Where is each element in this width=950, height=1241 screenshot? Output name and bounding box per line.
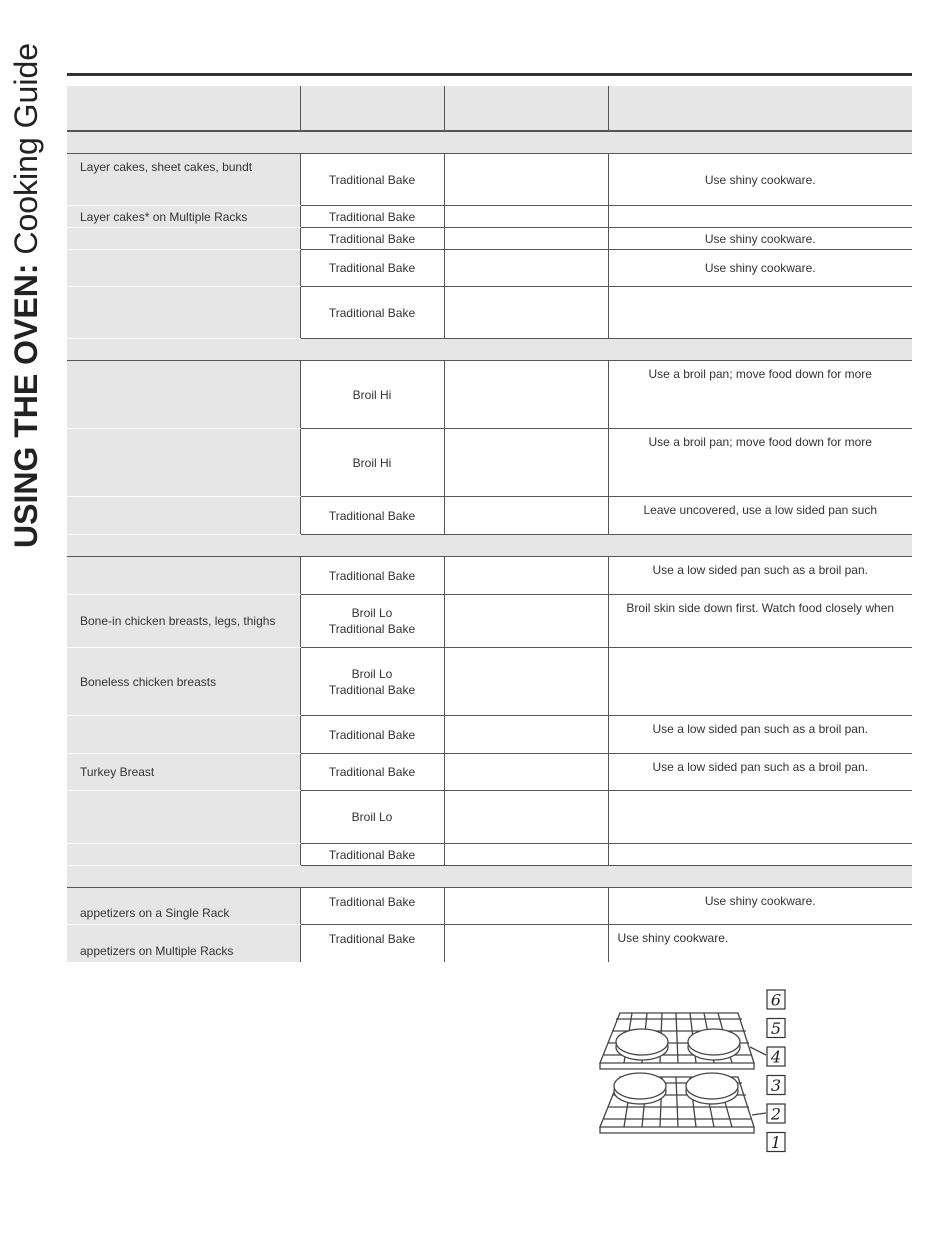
cook-mode-text: Traditional Bake [328,305,416,320]
tips-cell [608,844,912,866]
rack-position-cell [444,206,608,228]
table-row [67,429,912,497]
cook-mode-text: Traditional Bake [328,231,416,246]
table-row [67,595,912,648]
food-cell: appetizers on Multiple Racks [67,925,300,962]
table-header-row [67,86,912,131]
tips-cell: Broil skin side down first. Watch food closely when [608,595,912,648]
food-cell [67,361,300,429]
tips-cell: Use a low sided pan such as a broil pan. [608,716,912,754]
page-side-title [4,28,48,548]
food-cell [67,429,300,497]
table-row [67,228,912,250]
cook-mode-cell [300,206,444,228]
cook-mode-text: Broil Hi [352,387,392,402]
cook-mode-cell [300,429,444,497]
cook-mode-cell [300,888,444,925]
section-label [67,131,912,154]
table-row [67,287,912,339]
cook-mode-text: Traditional Bake [328,508,416,523]
rack-position-diagram [592,985,792,1155]
food-cell [67,716,300,754]
food-cell [67,228,300,250]
cook-mode-text: Traditional Bake [328,765,416,779]
rack-position-cell [444,497,608,535]
rack-number: 6 [770,990,782,1010]
oven-rack-illustration [600,1013,754,1133]
food-cell: Layer cakes, sheet cakes, bundt [67,154,300,206]
cook-mode-text: Broil Lo [351,810,393,824]
rack-position-cell [444,716,608,754]
rack-position-cell [444,844,608,866]
cook-mode-cell [300,791,444,844]
tips-cell: Use shiny cookware. [608,888,912,925]
rack-position-cell [444,648,608,716]
food-cell [67,497,300,535]
cook-mode-text: Traditional Bake [328,209,416,224]
food-cell [67,557,300,595]
table-row [67,648,912,716]
side-title-rest: Cooking Guide [8,42,44,264]
cook-mode-cell [300,925,444,962]
cook-mode-text: Broil Hi [352,455,392,470]
cook-mode-cell [300,250,444,287]
table-row [67,250,912,287]
table-row [67,791,912,844]
section-label [67,866,912,888]
tips-cell: Use shiny cookware. [617,931,729,945]
cook-mode-text: Traditional Bake [328,895,416,909]
table-row [67,888,912,925]
rack-position-cell [444,361,608,429]
cook-mode-text: Broil Lo [351,666,393,681]
rack-position-cell [444,287,608,339]
table-row [67,716,912,754]
tips-cell [608,287,912,339]
section-label [67,535,912,557]
cook-mode-cell [300,361,444,429]
table-row [67,557,912,595]
cook-mode-cell [300,497,444,535]
rack-number: 5 [770,1019,782,1038]
food-cell: Turkey Breast [67,754,300,791]
cook-mode-cell [300,287,444,339]
cook-mode-text: Broil Lo [351,606,393,620]
cooking-guide-table [67,86,912,962]
tips-cell: Use shiny cookware. [608,154,912,206]
section-header-row [67,866,912,888]
food-cell: appetizers on a Single Rack [67,888,300,925]
table-row [67,754,912,791]
rack-position-cell [444,250,608,287]
cook-mode-cell [300,754,444,791]
cook-mode-text: Traditional Bake [328,682,416,697]
section-header-row [67,131,912,154]
tips-cell [608,791,912,844]
food-cell [67,844,300,866]
rack-number: 1 [770,1133,782,1152]
rack-position-cell [444,754,608,791]
rack-position-cell [444,925,608,962]
rack-position-cell [444,595,608,648]
table-row [67,925,912,962]
tips-cell: Use a low sided pan such as a broil pan. [608,754,912,791]
header-food [67,86,300,131]
rack-number: 2 [770,1104,782,1124]
food-cell: Bone-in chicken breasts, legs, thighs [67,595,300,648]
cook-mode-cell [300,154,444,206]
cook-mode-text: Traditional Bake [328,622,416,636]
table-row [67,361,912,429]
table-row [67,154,912,206]
rack-position-cell [444,154,608,206]
tips-cell: Leave uncovered, use a low sided pan such [608,497,912,535]
cook-mode-text: Traditional Bake [328,932,416,946]
top-rule [67,73,912,76]
header-mode [300,86,444,131]
food-cell [67,287,300,339]
rack-position-cell [444,888,608,925]
section-label [67,339,912,361]
food-cell: Layer cakes* on Multiple Racks [67,206,300,228]
rack-position-cell [444,557,608,595]
cook-mode-cell [300,648,444,716]
cook-mode-text: Traditional Bake [328,568,416,583]
table-row [67,206,912,228]
food-cell: Boneless chicken breasts [67,648,300,716]
cook-mode-text: Traditional Bake [328,847,416,862]
cook-mode-cell [300,844,444,866]
cook-mode-cell [300,716,444,754]
rack-number: 4 [770,1047,782,1067]
tips-cell: Use shiny cookware. [608,250,912,287]
rack-label-boxes [767,990,785,1152]
rack-number: 3 [770,1076,782,1095]
header-rack [444,86,608,131]
food-cell [67,250,300,287]
tips-cell [608,206,912,228]
rack-position-cell [444,228,608,250]
tips-cell [608,648,912,716]
tips-cell: Use a broil pan; move food down for more [608,429,912,497]
cook-mode-text: Traditional Bake [328,261,416,275]
header-tips [608,86,912,131]
table-row [67,844,912,866]
section-header-row [67,339,912,361]
tips-cell: Use shiny cookware. [608,228,912,250]
section-header-row [67,535,912,557]
food-cell [67,791,300,844]
rack-position-cell [444,429,608,497]
side-title-bold: USING THE OVEN: [8,263,44,548]
cook-mode-cell [300,595,444,648]
cook-mode-cell [300,228,444,250]
cooking-guide-body [67,86,912,962]
cook-mode-text: Traditional Bake [328,172,416,187]
cook-mode-text: Traditional Bake [328,727,416,742]
tips-cell: Use a low sided pan such as a broil pan. [608,557,912,595]
cook-mode-cell [300,557,444,595]
table-row [67,497,912,535]
rack-position-cell [444,791,608,844]
tips-cell: Use a broil pan; move food down for more [608,361,912,429]
